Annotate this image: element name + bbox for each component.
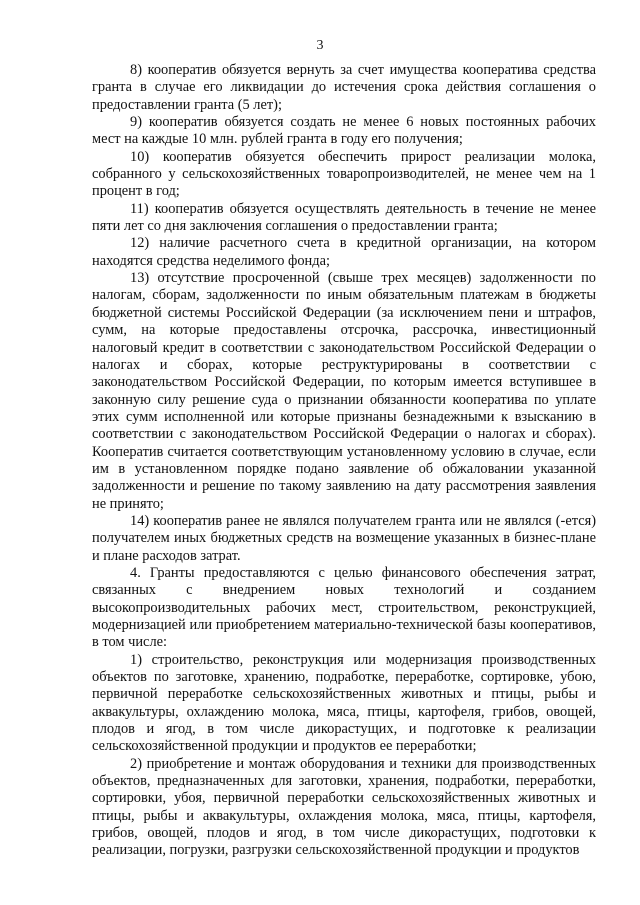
paragraph-subitem-1: 1) строительство, реконструкция или модернизация производственных объектов по заготовке, хранению, подработке, переработке, сортировке, убою, первичной переработке сельскохозяйственных животных и птицы, рыбы и аквакультуры, охлаждению молока, мяса, птицы, картофеля, грибов, овощей, плодов и ягод, в том числе дикорастущих, и подготовке к реализации сельскохозяйственной продукции и продуктов ее переработки; [92, 651, 596, 755]
paragraph-item-14: 14) кооператив ранее не являлся получателем гранта или не являлся (-ется) получателем иных бюджетных средств на возмещение указанных в бизнес-плане и плане расходов затрат. [92, 512, 596, 564]
paragraph-item-13: 13) отсутствие просроченной (свыше трех месяцев) задолженности по налогам, сборам, задолженности по иным обязательным платежам в бюджеты бюджетной системы Российской Федерации (за исключением пени и штрафов, сумм, на которые предоставлены отсрочка, рассрочка, инвестиционный налоговый кредит в соответствии с законодательством Российской Федерации о налогах и сборах, которые реструктурированы в соответствии с законодательством Российской Федерации, по которым имеется вступившее в законную силу решение суда о признании обязанности кооператива по уплате этих сумм исполненной или которые признаны безнадежными к взысканию в соответствии с законодательством Российской Федерации о налогах и сборах). Кооператив считается соответствующим установленному условию в случае, если им в установленном порядке подано заявление об обжаловании указанной задолженности и решение по такому заявлению на дату рассмотрения заявления не принято; [92, 270, 596, 512]
paragraph-item-8: 8) кооператив обязуется вернуть за счет имущества кооператива средства гранта в случае его ликвидации до истечения срока действия соглашения о предоставлении гранта (5 лет); [92, 62, 596, 113]
paragraph-item-12: 12) наличие расчетного счета в кредитной организации, на котором находятся средства неделимого фонда; [92, 235, 596, 269]
document-body [92, 62, 596, 860]
paragraph-section-4: 4. Гранты предоставляются с целью финансового обеспечения затрат, связанных с внедрением новых технологий и созданием высокопроизводительных рабочих мест, строительством, реконструкцией, модернизацией или приобретением материально-технической базы кооперативов, в том числе: [92, 564, 596, 651]
paragraph-item-11: 11) кооператив обязуется осуществлять деятельность в течение не менее пяти лет со дня заключения соглашения о предоставлении гранта; [92, 200, 596, 235]
page-number: 3 [316, 38, 324, 53]
paragraph-item-9: 9) кооператив обязуется создать не менее 6 новых постоянных рабочих мест на каждые 10 млн. рублей гранта в году его получения; [92, 114, 596, 148]
paragraph-subitem-2: 2) приобретение и монтаж оборудования и техники для производственных объектов, предназначенных для заготовки, хранения, подработки, переработки, сортировки, убоя, первичной переработки сельскохозяйственных животных и птицы, рыбы и аквакультуры, охлаждения молока, мяса, птицы, картофеля, грибов, овощей, плодов и ягод, в том числе дикорастущих, подготовки к реализации, погрузки, разгрузки сельскохозяйственной продукции и продуктов [92, 755, 596, 859]
paragraph-item-10: 10) кооператив обязуется обеспечить прирост реализации молока, собранного у сельскохозяйственных товаропроизводителей, не менее чем на 1 процент в год; [92, 148, 596, 200]
